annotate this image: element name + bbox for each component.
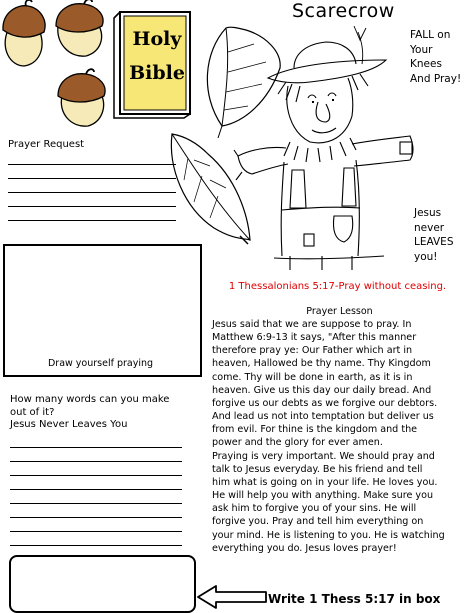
lesson-line: everything you do. Jesus loves prayer! xyxy=(212,542,397,554)
note-line: Your xyxy=(410,43,433,56)
word-answer-line[interactable] xyxy=(10,503,182,504)
lesson-line: heaven. Give us this day our daily bread. And xyxy=(212,384,432,396)
lesson-line: And lead us not into temptation but deliver us xyxy=(212,411,434,423)
prayer-request-line[interactable] xyxy=(8,192,176,193)
note-line: Knees xyxy=(410,58,442,70)
pray-note xyxy=(410,28,461,86)
jesus-note xyxy=(414,206,453,264)
lesson-line: therefore pray ye: Our Father which art in xyxy=(212,345,413,357)
bible-title-line2: Bible xyxy=(129,62,185,84)
lesson-line: Jesus said that we are suppose to pray. In xyxy=(212,319,412,330)
lesson-line: Matthew 6:9-13 it says, "After this manner xyxy=(212,332,417,344)
lesson-title: Prayer Lesson xyxy=(306,306,373,317)
acorn-icon xyxy=(56,0,103,56)
lesson-line: him what is going on in your life. He loves you. xyxy=(212,476,438,488)
word-answer-line[interactable] xyxy=(10,489,182,490)
lesson-line: forgive us our debts as we forgive our debtors. xyxy=(212,397,438,409)
note-line: Jesus xyxy=(414,207,442,219)
arrow-left-icon xyxy=(194,584,270,610)
question-line: out of it? xyxy=(10,406,55,418)
lesson-line: talk to Jesus everyday. Be his friend and tell xyxy=(212,463,423,475)
lesson-line: from evil. For thine is the kingdom and the xyxy=(212,424,418,436)
note-line: FALL on xyxy=(410,29,451,41)
prayer-request-line[interactable] xyxy=(8,206,176,207)
prayer-request-line[interactable] xyxy=(8,178,176,179)
prayer-request-line[interactable] xyxy=(8,220,176,221)
word-answer-line[interactable] xyxy=(10,461,182,462)
lesson-line: He will help you with anything. Make sure you xyxy=(212,490,434,502)
scarecrow-illustration xyxy=(234,20,430,270)
word-answer-line[interactable] xyxy=(10,545,182,546)
note-line: you! xyxy=(414,250,438,263)
lesson-text xyxy=(212,318,470,555)
word-answer-line[interactable] xyxy=(10,475,182,476)
word-answer-line[interactable] xyxy=(10,447,182,448)
word-answer-line[interactable] xyxy=(10,531,182,532)
note-line: never xyxy=(414,221,445,234)
verse-writing-box[interactable] xyxy=(9,555,196,613)
prayer-request-line[interactable] xyxy=(8,164,176,165)
note-line: And Pray! xyxy=(410,72,462,85)
lesson-line: your mind. He is listening to you. He is watching xyxy=(212,529,445,541)
word-answer-line[interactable] xyxy=(10,517,182,518)
acorn-icon xyxy=(3,0,45,66)
lesson-line: come. Thy will be done in earth, as it is in xyxy=(212,371,413,383)
acorn-icon xyxy=(58,69,105,126)
prayer-request-label: Prayer Request xyxy=(8,139,85,150)
acorns-illustration xyxy=(0,0,115,130)
lesson-line: forgive you. Pray and tell him everything on xyxy=(212,516,424,528)
lesson-line: ask him to forgive you of your sins. He will xyxy=(212,503,417,515)
drawing-box-label: Draw yourself praying xyxy=(47,358,154,369)
verse-instruction: Write 1 Thess 5:17 in box xyxy=(268,592,441,606)
note-line: LEAVES xyxy=(414,236,454,248)
lesson-line: heaven, Hallowed be thy name. Thy Kingdom xyxy=(212,358,431,370)
lesson-line: Praying is very important. We should pray and xyxy=(212,450,435,462)
question-line: How many words can you make xyxy=(10,394,170,405)
bible-title-line1: Holy xyxy=(132,28,182,50)
word-puzzle-question xyxy=(10,394,195,432)
lesson-line: power and the glory for ever amen. xyxy=(212,437,383,449)
page-title: Scarecrow xyxy=(292,0,395,22)
word-puzzle-phrase: Jesus Never Leaves You xyxy=(10,419,128,430)
memory-verse: 1 Thessalonians 5:17-Pray without ceasing. xyxy=(228,281,447,292)
